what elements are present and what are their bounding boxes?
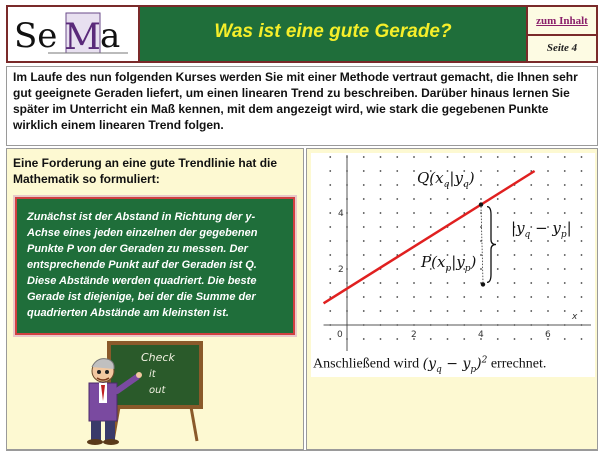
grid-dot	[430, 198, 432, 200]
grid-dot	[463, 240, 465, 242]
grid-dot	[363, 310, 365, 312]
grid-dot	[581, 296, 583, 298]
grid-dot	[514, 282, 516, 284]
page-number: Seite 4	[546, 42, 578, 54]
grid-dot	[363, 282, 365, 284]
grid-dot	[363, 268, 365, 270]
grid-dot	[581, 156, 583, 158]
requirement-text: Eine Forderung an eine gute Trendlinie hat die Mathematik so formuliert:	[13, 156, 278, 186]
grid-dot	[497, 198, 499, 200]
grid-dot	[581, 226, 583, 228]
grid-dot	[413, 254, 415, 256]
grid-dot	[547, 212, 549, 214]
grid-dot	[363, 226, 365, 228]
x-tick-label: 0	[337, 330, 343, 340]
grid-dot	[530, 184, 532, 186]
grid-dot	[480, 156, 482, 158]
svg-text:Check: Check	[141, 351, 175, 364]
grid-dot	[430, 282, 432, 284]
x-tick-label: 6	[545, 330, 551, 340]
grid-dot	[581, 240, 583, 242]
grid-dot	[497, 156, 499, 158]
grid-dot	[497, 254, 499, 256]
grid-dot	[329, 310, 331, 312]
grid-dot	[581, 184, 583, 186]
grid-dot	[463, 282, 465, 284]
grid-dot	[514, 240, 516, 242]
grid-dot	[413, 170, 415, 172]
grid-dot	[380, 212, 382, 214]
grid-dot	[463, 156, 465, 158]
grid-dot	[564, 170, 566, 172]
grid-dot	[463, 198, 465, 200]
grid-dot	[380, 198, 382, 200]
grid-dot	[480, 198, 482, 200]
grid-dot	[413, 198, 415, 200]
svg-text:it: it	[149, 369, 156, 380]
grid-dot	[463, 296, 465, 298]
svg-text:a: a	[100, 16, 121, 56]
grid-dot	[530, 254, 532, 256]
grid-dot	[530, 282, 532, 284]
intro-text: Im Laufe des nun folgenden Kurses werden Sie mit einer Methode vertraut gemacht, die Ihnen sehr gut geeignete Geraden liefert, um einen linearen Trend zu beschreiben. Darüber hinaus lernen Sie später im Unterricht ein Maß kennen, mit dem angezeigt wird, wie stark die gegebenen Punkte wirklich einem linearen Trend folgen.	[13, 70, 578, 132]
grid-dot	[380, 310, 382, 312]
grid-dot	[497, 268, 499, 270]
grid-dot	[497, 296, 499, 298]
nav-panel	[528, 7, 596, 61]
grid-dot	[463, 338, 465, 340]
caption-math: $(y_q - y_p)^2$	[422, 355, 488, 375]
grid-dot	[329, 170, 331, 172]
grid-dot	[463, 226, 465, 228]
grid-dot	[497, 282, 499, 284]
grid-dot	[514, 170, 516, 172]
grid-dot	[530, 212, 532, 214]
grid-dot	[396, 310, 398, 312]
svg-text:out: out	[149, 385, 166, 396]
grid-dot	[514, 310, 516, 312]
grid-dot	[380, 254, 382, 256]
grid-dot	[564, 212, 566, 214]
grid-dot	[564, 268, 566, 270]
grid-dot	[396, 338, 398, 340]
grid-dot	[581, 170, 583, 172]
grid-dot	[564, 296, 566, 298]
toc-link[interactable]: zum Inhalt	[536, 15, 588, 27]
grid-dot	[547, 240, 549, 242]
y-tick-label: 4	[338, 209, 344, 219]
grid-dot	[480, 296, 482, 298]
grid-dot	[480, 268, 482, 270]
grid-dot	[514, 198, 516, 200]
grid-dot	[380, 296, 382, 298]
point-p	[481, 282, 485, 286]
regression-graph	[311, 153, 595, 377]
grid-dot	[514, 296, 516, 298]
grid-dot	[380, 184, 382, 186]
grid-dot	[430, 310, 432, 312]
intro-section	[6, 66, 598, 146]
grid-dot	[329, 254, 331, 256]
grid-dot	[413, 268, 415, 270]
grid-dot	[581, 198, 583, 200]
label-p: $P(x_p|y_p)$	[421, 253, 477, 274]
grid-dot	[430, 338, 432, 340]
grid-dot	[447, 310, 449, 312]
grid-dot	[564, 282, 566, 284]
grid-dot	[480, 184, 482, 186]
grid-dot	[380, 240, 382, 242]
grid-dot	[430, 296, 432, 298]
grid-dot	[480, 310, 482, 312]
grid-dot	[363, 156, 365, 158]
x-tick-label: 2	[411, 330, 417, 340]
grid-dot	[564, 198, 566, 200]
grid-dot	[530, 310, 532, 312]
grid-dot	[547, 310, 549, 312]
grid-dot	[581, 268, 583, 270]
grid-dot	[547, 198, 549, 200]
grid-dot	[447, 282, 449, 284]
grid-dot	[329, 226, 331, 228]
grid-dot	[380, 170, 382, 172]
right-panel	[306, 148, 598, 450]
title-banner	[140, 7, 528, 61]
bottom-divider	[6, 450, 598, 454]
grid-dot	[514, 156, 516, 158]
grid-dot	[413, 310, 415, 312]
grid-dot	[396, 268, 398, 270]
x-tick-label: 4	[478, 330, 484, 340]
grid-dot	[430, 156, 432, 158]
graph-caption	[313, 355, 599, 374]
grid-dot	[547, 296, 549, 298]
grid-dot	[396, 296, 398, 298]
grid-dot	[547, 170, 549, 172]
svg-text:M: M	[64, 17, 101, 58]
grid-dot	[564, 240, 566, 242]
grid-dot	[463, 310, 465, 312]
point-q	[479, 202, 483, 206]
grid-dot	[396, 226, 398, 228]
caption-post: errechnet.	[490, 356, 547, 372]
grid-dot	[396, 170, 398, 172]
grid-dot	[547, 268, 549, 270]
logo-graphic	[8, 7, 140, 61]
grid-dot	[447, 198, 449, 200]
label-q: $Q(x_q|y_q)$	[417, 169, 475, 190]
x-axis-label: x	[572, 312, 578, 322]
grid-dot	[430, 226, 432, 228]
grid-dot	[497, 310, 499, 312]
grid-dot	[547, 254, 549, 256]
grid-dot	[497, 338, 499, 340]
trend-line	[324, 171, 535, 303]
grid-dot	[514, 254, 516, 256]
grid-dot	[413, 212, 415, 214]
grid-dot	[514, 212, 516, 214]
grid-dot	[413, 282, 415, 284]
grid-dot	[547, 184, 549, 186]
grid-dot	[530, 338, 532, 340]
grid-dot	[497, 226, 499, 228]
grid-dot	[530, 296, 532, 298]
page-header	[6, 5, 598, 63]
grid-dot	[447, 212, 449, 214]
grid-dot	[430, 212, 432, 214]
grid-dot	[447, 338, 449, 340]
grid-dot	[380, 226, 382, 228]
divider	[528, 34, 596, 36]
teacher-chalkboard-illustration	[79, 341, 209, 445]
grid-dot	[363, 184, 365, 186]
grid-dot	[564, 338, 566, 340]
grid-dot	[497, 170, 499, 172]
grid-dot	[396, 212, 398, 214]
grid-dot	[396, 198, 398, 200]
grid-dot	[413, 156, 415, 158]
grid-dot	[413, 296, 415, 298]
grid-dot	[581, 212, 583, 214]
grid-dot	[530, 156, 532, 158]
grid-dot	[363, 198, 365, 200]
caption-pre: Anschließend wird	[313, 356, 420, 372]
grid-dot	[530, 240, 532, 242]
grid-dot	[329, 184, 331, 186]
grid-dot	[564, 254, 566, 256]
grid-dot	[363, 296, 365, 298]
grid-dot	[547, 282, 549, 284]
grid-dot	[413, 226, 415, 228]
distance-segment	[481, 207, 483, 283]
grid-dot	[480, 254, 482, 256]
grid-dot	[363, 338, 365, 340]
grid-dot	[564, 310, 566, 312]
grid-dot	[363, 212, 365, 214]
definition-text: Zunächst ist der Abstand in Richtung der y-Achse eines jeden einzelnen der gegebenen Punkte P von der Geraden zu messen. Der entsprechende Punkt auf der Geraden ist Q. Diese Abstände werden quadriert. Die beste Gerade ist diejenige, bei der die Summe der quadrierten Abstände am kleinsten ist.	[27, 211, 258, 319]
grid-dot	[329, 212, 331, 214]
grid-dot	[497, 240, 499, 242]
grid-dot	[447, 156, 449, 158]
grid-dot	[497, 212, 499, 214]
grid-dot	[514, 338, 516, 340]
grid-dot	[581, 310, 583, 312]
selma-logo	[8, 7, 140, 61]
grid-dot	[329, 282, 331, 284]
grid-dot	[447, 296, 449, 298]
grid-dot	[581, 254, 583, 256]
grid-dot	[564, 156, 566, 158]
grid-dot	[581, 338, 583, 340]
grid-dot	[447, 240, 449, 242]
grid-dot	[514, 268, 516, 270]
grid-dot	[363, 254, 365, 256]
grid-dot	[413, 240, 415, 242]
y-tick-label: 2	[338, 265, 344, 275]
left-panel	[6, 148, 304, 450]
grid-dot	[396, 184, 398, 186]
grid-dot	[363, 170, 365, 172]
grid-dot	[329, 240, 331, 242]
grid-dot	[329, 198, 331, 200]
grid-dot	[396, 156, 398, 158]
grid-dot	[413, 184, 415, 186]
grid-dot	[396, 240, 398, 242]
grid-dot	[329, 268, 331, 270]
grid-dot	[530, 268, 532, 270]
grid-dot	[329, 156, 331, 158]
grid-dot	[564, 184, 566, 186]
grid-dot	[530, 198, 532, 200]
grid-dot	[363, 240, 365, 242]
definition-box	[15, 197, 295, 335]
grid-dot	[547, 156, 549, 158]
grid-dot	[396, 282, 398, 284]
grid-dot	[380, 156, 382, 158]
grid-dot	[329, 338, 331, 340]
brace	[487, 207, 496, 283]
grid-dot	[380, 338, 382, 340]
grid-dot	[380, 282, 382, 284]
grid-dot	[497, 184, 499, 186]
grid-dot	[581, 282, 583, 284]
grid-dot	[480, 170, 482, 172]
grid-dot	[430, 240, 432, 242]
svg-text:Se: Se	[14, 16, 58, 56]
label-diff: $|y_q - y_p|$	[511, 219, 572, 240]
page-title: Was ist eine gute Gerade?	[214, 21, 452, 42]
